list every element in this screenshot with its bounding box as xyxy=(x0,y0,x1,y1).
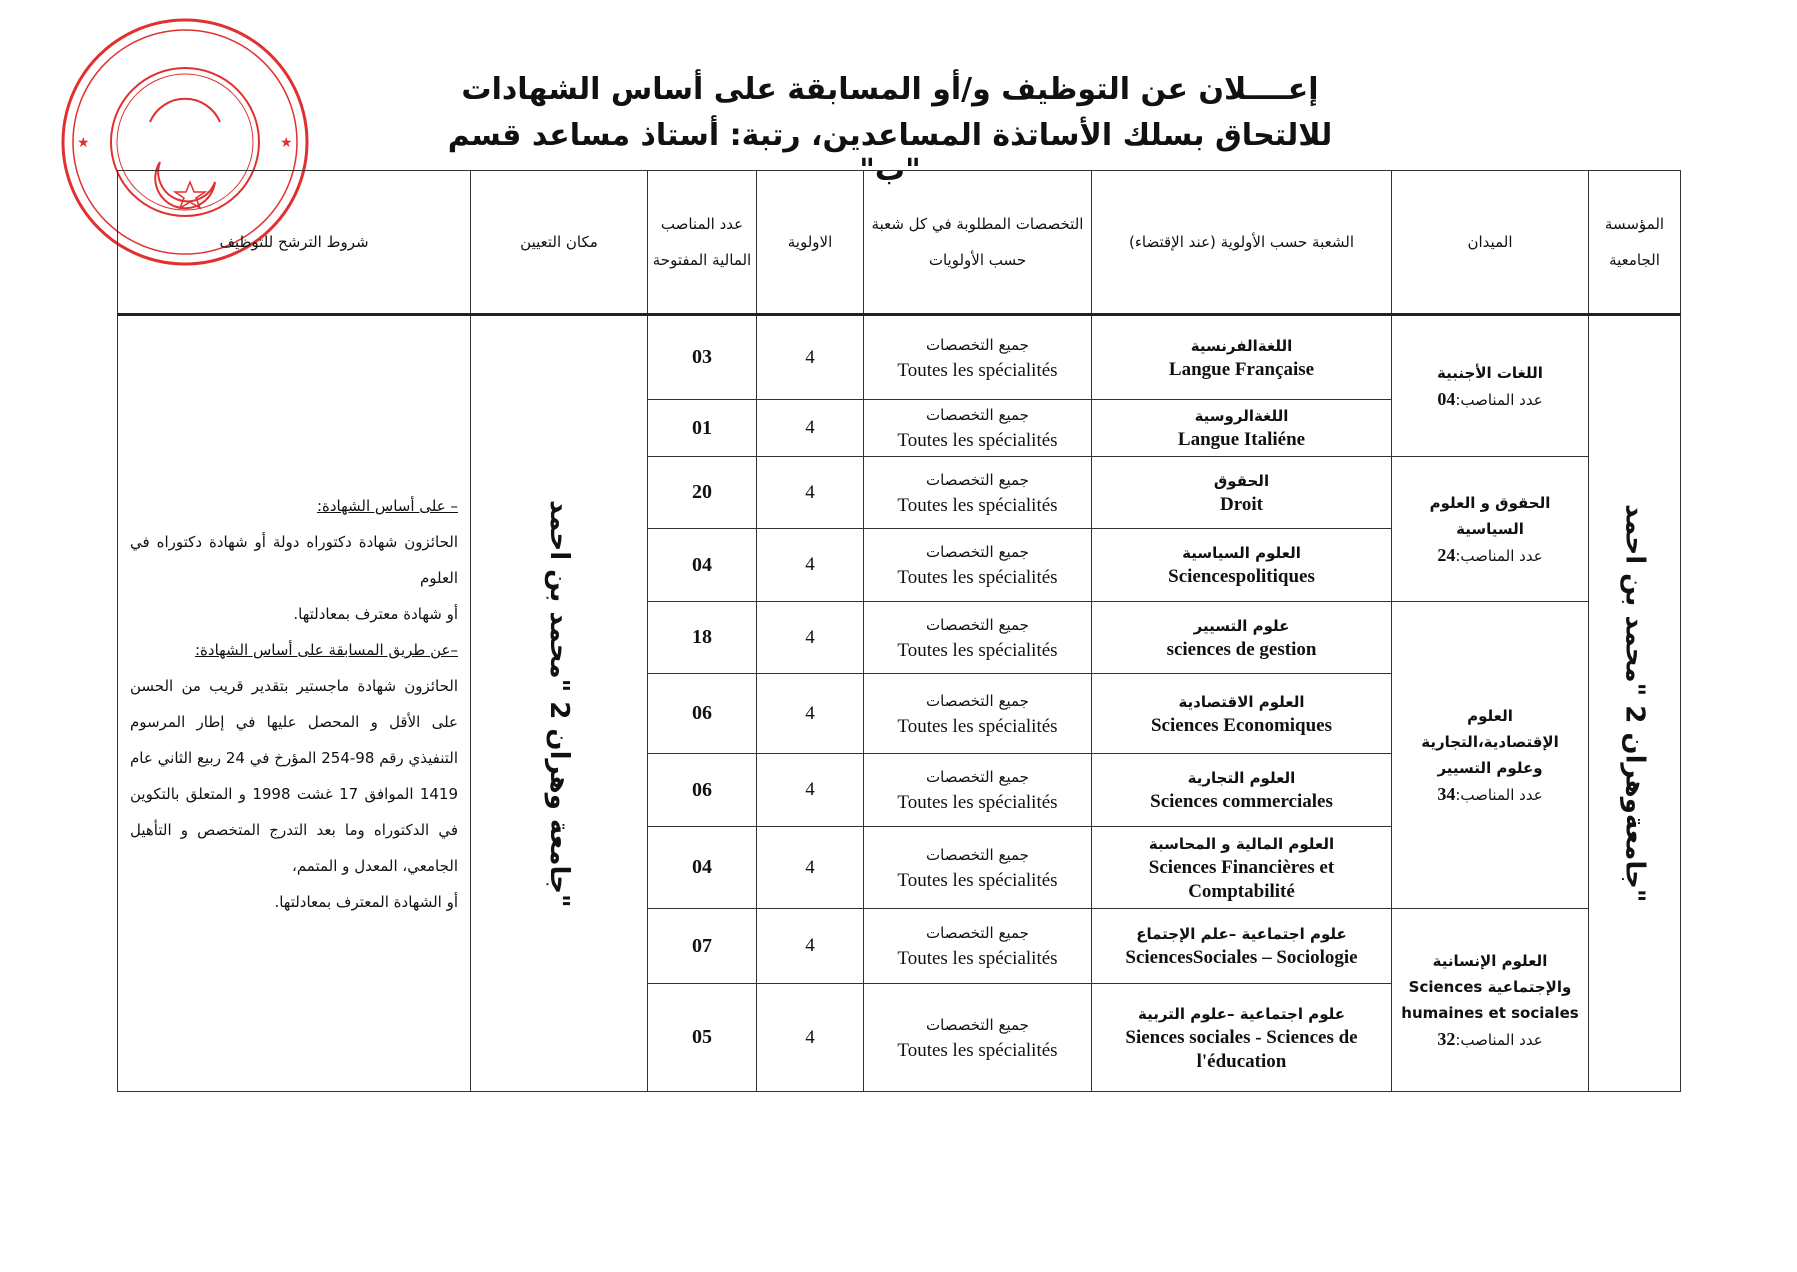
specialty-ar: جميع التخصصات xyxy=(926,924,1029,942)
priority: 4 xyxy=(757,457,864,529)
domain-cell xyxy=(1392,315,1589,457)
domain-cell xyxy=(1392,457,1589,602)
domain-name: الحقوق و العلوم السياسية xyxy=(1429,493,1551,538)
filiere-cell xyxy=(1092,909,1392,984)
posts-count: 04 xyxy=(648,529,757,602)
priority: 4 xyxy=(757,984,864,1092)
specialty-ar: جميع التخصصات xyxy=(926,543,1029,561)
header-domain: الميدان xyxy=(1392,171,1589,315)
specialty-fr: Toutes les spécialités xyxy=(897,948,1058,969)
domain-count: 34 xyxy=(1437,783,1456,804)
posts-count: 01 xyxy=(648,400,757,457)
specialties-cell xyxy=(864,602,1092,674)
filiere-ar: علوم اجتماعية –علم الإجتماع xyxy=(1136,925,1347,943)
specialties-cell xyxy=(864,400,1092,457)
filiere-fr: Sciencespolitiques xyxy=(1168,566,1315,587)
filiere-fr: Sciences Economiques xyxy=(1150,714,1333,736)
filiere-fr: sciences de gestion xyxy=(1166,638,1317,660)
announcement-subtitle: للالتحاق بسلك الأساتذة المساعدين، رتبة: أستاذ مساعد قسم "ب" xyxy=(447,118,1333,188)
filiere-fr: Sciences Financières et Comptabilité xyxy=(1148,856,1335,902)
posts-count: 03 xyxy=(648,315,757,400)
header-filiere: الشعبة حسب الأولوية (عند الإقتضاء) xyxy=(1092,171,1392,315)
domain-count-label: عدد المناصب: xyxy=(1455,546,1543,565)
filiere-ar: العلوم المالية و المحاسبة xyxy=(1148,834,1335,853)
domain-name: اللغات الأجنبية xyxy=(1437,363,1543,382)
filiere-fr: Siences sociales - Sciences de l'éducation xyxy=(1125,1026,1358,1072)
filiere-ar: علوم اجتماعية –علوم التربية xyxy=(1137,1004,1345,1023)
filiere-cell xyxy=(1092,602,1392,674)
location-cell xyxy=(471,315,648,1092)
table-row xyxy=(118,315,1681,400)
conditions-cell xyxy=(118,315,471,1092)
posts-count: 05 xyxy=(648,984,757,1092)
domain-count: 04 xyxy=(1437,388,1456,409)
filiere-ar: اللغةالروسية xyxy=(1194,407,1289,425)
specialties-cell xyxy=(864,754,1092,827)
domain-count-label: عدد المناصب: xyxy=(1455,1030,1543,1049)
specialty-fr: Toutes les spécialités xyxy=(897,494,1058,516)
specialty-fr: Toutes les spécialités xyxy=(897,359,1058,381)
header-conditions: شروط الترشح للتوظيف xyxy=(118,171,471,315)
domain-name: العلوم الإقتصادية،التجارية وعلوم التسيير xyxy=(1421,706,1559,777)
domain-name: العلوم الإنسانية والإجتماعية Sciences humaines et sociales xyxy=(1401,951,1579,1022)
conditions-text-2: الحائزون شهادة ماجستير بتقدير قريب من الحسن على الأقل و المحصل عليها في إطار المرسوم التنفيذي رقم 98-254 المؤرخ في 24 ربيع الثاني عام 1419 الموافق 17 غشت 1998 و المتعلق بالتكوين في الدكتوراه وما بعد التدرج المتخصص و التأهيل الجامعي، المعدل و المتمم، xyxy=(130,676,459,875)
filiere-cell xyxy=(1092,529,1392,602)
filiere-fr: SciencesSociales – Sociologie xyxy=(1125,947,1358,968)
specialties-cell xyxy=(864,315,1092,400)
specialties-cell xyxy=(864,984,1092,1092)
priority: 4 xyxy=(757,909,864,984)
filiere-ar: اللغةالفرنسية xyxy=(1190,336,1293,355)
posts-count: 07 xyxy=(648,909,757,984)
conditions-heading-2: –عن طريق المسابقة على أساس الشهادة: xyxy=(194,640,458,659)
institution: جامعةوهران 2 "محمد بن احمد" xyxy=(1619,504,1650,903)
priority: 4 xyxy=(757,827,864,909)
specialty-fr: Toutes les spécialités xyxy=(897,639,1058,661)
svg-text:★: ★ xyxy=(77,135,90,151)
specialties-cell xyxy=(864,827,1092,909)
posts-count: 18 xyxy=(648,602,757,674)
domain-cell xyxy=(1392,602,1589,909)
domain-count-label: عدد المناصب: xyxy=(1455,390,1543,409)
specialty-ar: جميع التخصصات xyxy=(926,768,1029,786)
filiere-cell xyxy=(1092,674,1392,754)
specialty-ar: جميع التخصصات xyxy=(926,615,1029,634)
specialty-ar: جميع التخصصات xyxy=(926,1015,1029,1034)
specialty-ar: جميع التخصصات xyxy=(926,845,1029,864)
domain-count: 32 xyxy=(1437,1028,1456,1049)
header-priority: الاولوية xyxy=(757,171,864,315)
posts-count: 04 xyxy=(648,827,757,909)
posts-count: 20 xyxy=(648,457,757,529)
header-location: مكان التعيين xyxy=(471,171,648,315)
filiere-ar: العلوم التجارية xyxy=(1187,769,1296,787)
priority: 4 xyxy=(757,529,864,602)
specialty-ar: جميع التخصصات xyxy=(926,470,1029,489)
domain-count-label: عدد المناصب: xyxy=(1455,785,1543,804)
filiere-fr: Langue Italiéne xyxy=(1177,429,1306,450)
svg-text:★: ★ xyxy=(280,135,293,151)
filiere-ar: علوم التسيير xyxy=(1193,616,1290,635)
specialty-ar: جميع التخصصات xyxy=(926,335,1029,354)
priority: 4 xyxy=(757,754,864,827)
domain-cell xyxy=(1392,909,1589,1092)
header-institution: المؤسسة الجامعية xyxy=(1589,171,1681,315)
specialties-cell xyxy=(864,909,1092,984)
filiere-fr: Sciences commerciales xyxy=(1150,791,1333,812)
conditions-text-1: الحائزون شهادة دكتوراه دولة أو شهادة دكتوراه في العلوم xyxy=(130,532,458,587)
location: جامعة وهران 2 "محمد بن احمد" xyxy=(544,499,574,908)
conditions-text-2b: أو الشهادة المعترف بمعادلتها. xyxy=(274,892,458,911)
filiere-cell xyxy=(1092,457,1392,529)
specialties-cell xyxy=(864,674,1092,754)
specialty-fr: Toutes les spécialités xyxy=(897,567,1058,588)
domain-count: 24 xyxy=(1437,544,1456,565)
conditions-heading-1: – على أساس الشهادة: xyxy=(316,496,458,515)
header-posts: عدد المناصب المالية المفتوحة xyxy=(648,171,757,315)
priority: 4 xyxy=(757,400,864,457)
conditions-text-1b: أو شهادة معترف بمعادلتها. xyxy=(293,604,458,623)
priority: 4 xyxy=(757,674,864,754)
specialty-ar: جميع التخصصات xyxy=(926,691,1029,710)
filiere-ar: الحقوق xyxy=(1213,471,1270,490)
specialty-fr: Toutes les spécialités xyxy=(897,1039,1058,1061)
specialty-ar: جميع التخصصات xyxy=(926,406,1029,424)
filiere-fr: Droit xyxy=(1220,493,1263,515)
priority: 4 xyxy=(757,315,864,400)
filiere-cell xyxy=(1092,315,1392,400)
filiere-ar: العلوم السياسية xyxy=(1182,544,1301,562)
posts-count: 06 xyxy=(648,674,757,754)
positions-table xyxy=(117,170,1681,1092)
filiere-ar: العلوم الاقتصادية xyxy=(1178,692,1305,711)
institution-cell xyxy=(1589,315,1681,1092)
filiere-cell xyxy=(1092,400,1392,457)
specialty-fr: Toutes les spécialités xyxy=(897,792,1058,813)
specialty-fr: Toutes les spécialités xyxy=(897,715,1058,737)
filiere-cell xyxy=(1092,827,1392,909)
filiere-cell xyxy=(1092,754,1392,827)
filiere-cell xyxy=(1092,984,1392,1092)
specialty-fr: Toutes les spécialités xyxy=(897,430,1058,451)
announcement-title: إعــــلان عن التوظيف و/أو المسابقة على أساس الشهادات xyxy=(461,72,1319,107)
specialties-cell xyxy=(864,457,1092,529)
posts-count: 06 xyxy=(648,754,757,827)
filiere-fr: Langue Française xyxy=(1168,358,1315,380)
priority: 4 xyxy=(757,602,864,674)
specialties-cell xyxy=(864,529,1092,602)
header-specialties: التخصصات المطلوبة في كل شعبة حسب الأولويات xyxy=(864,171,1092,315)
specialty-fr: Toutes les spécialités xyxy=(897,869,1058,891)
